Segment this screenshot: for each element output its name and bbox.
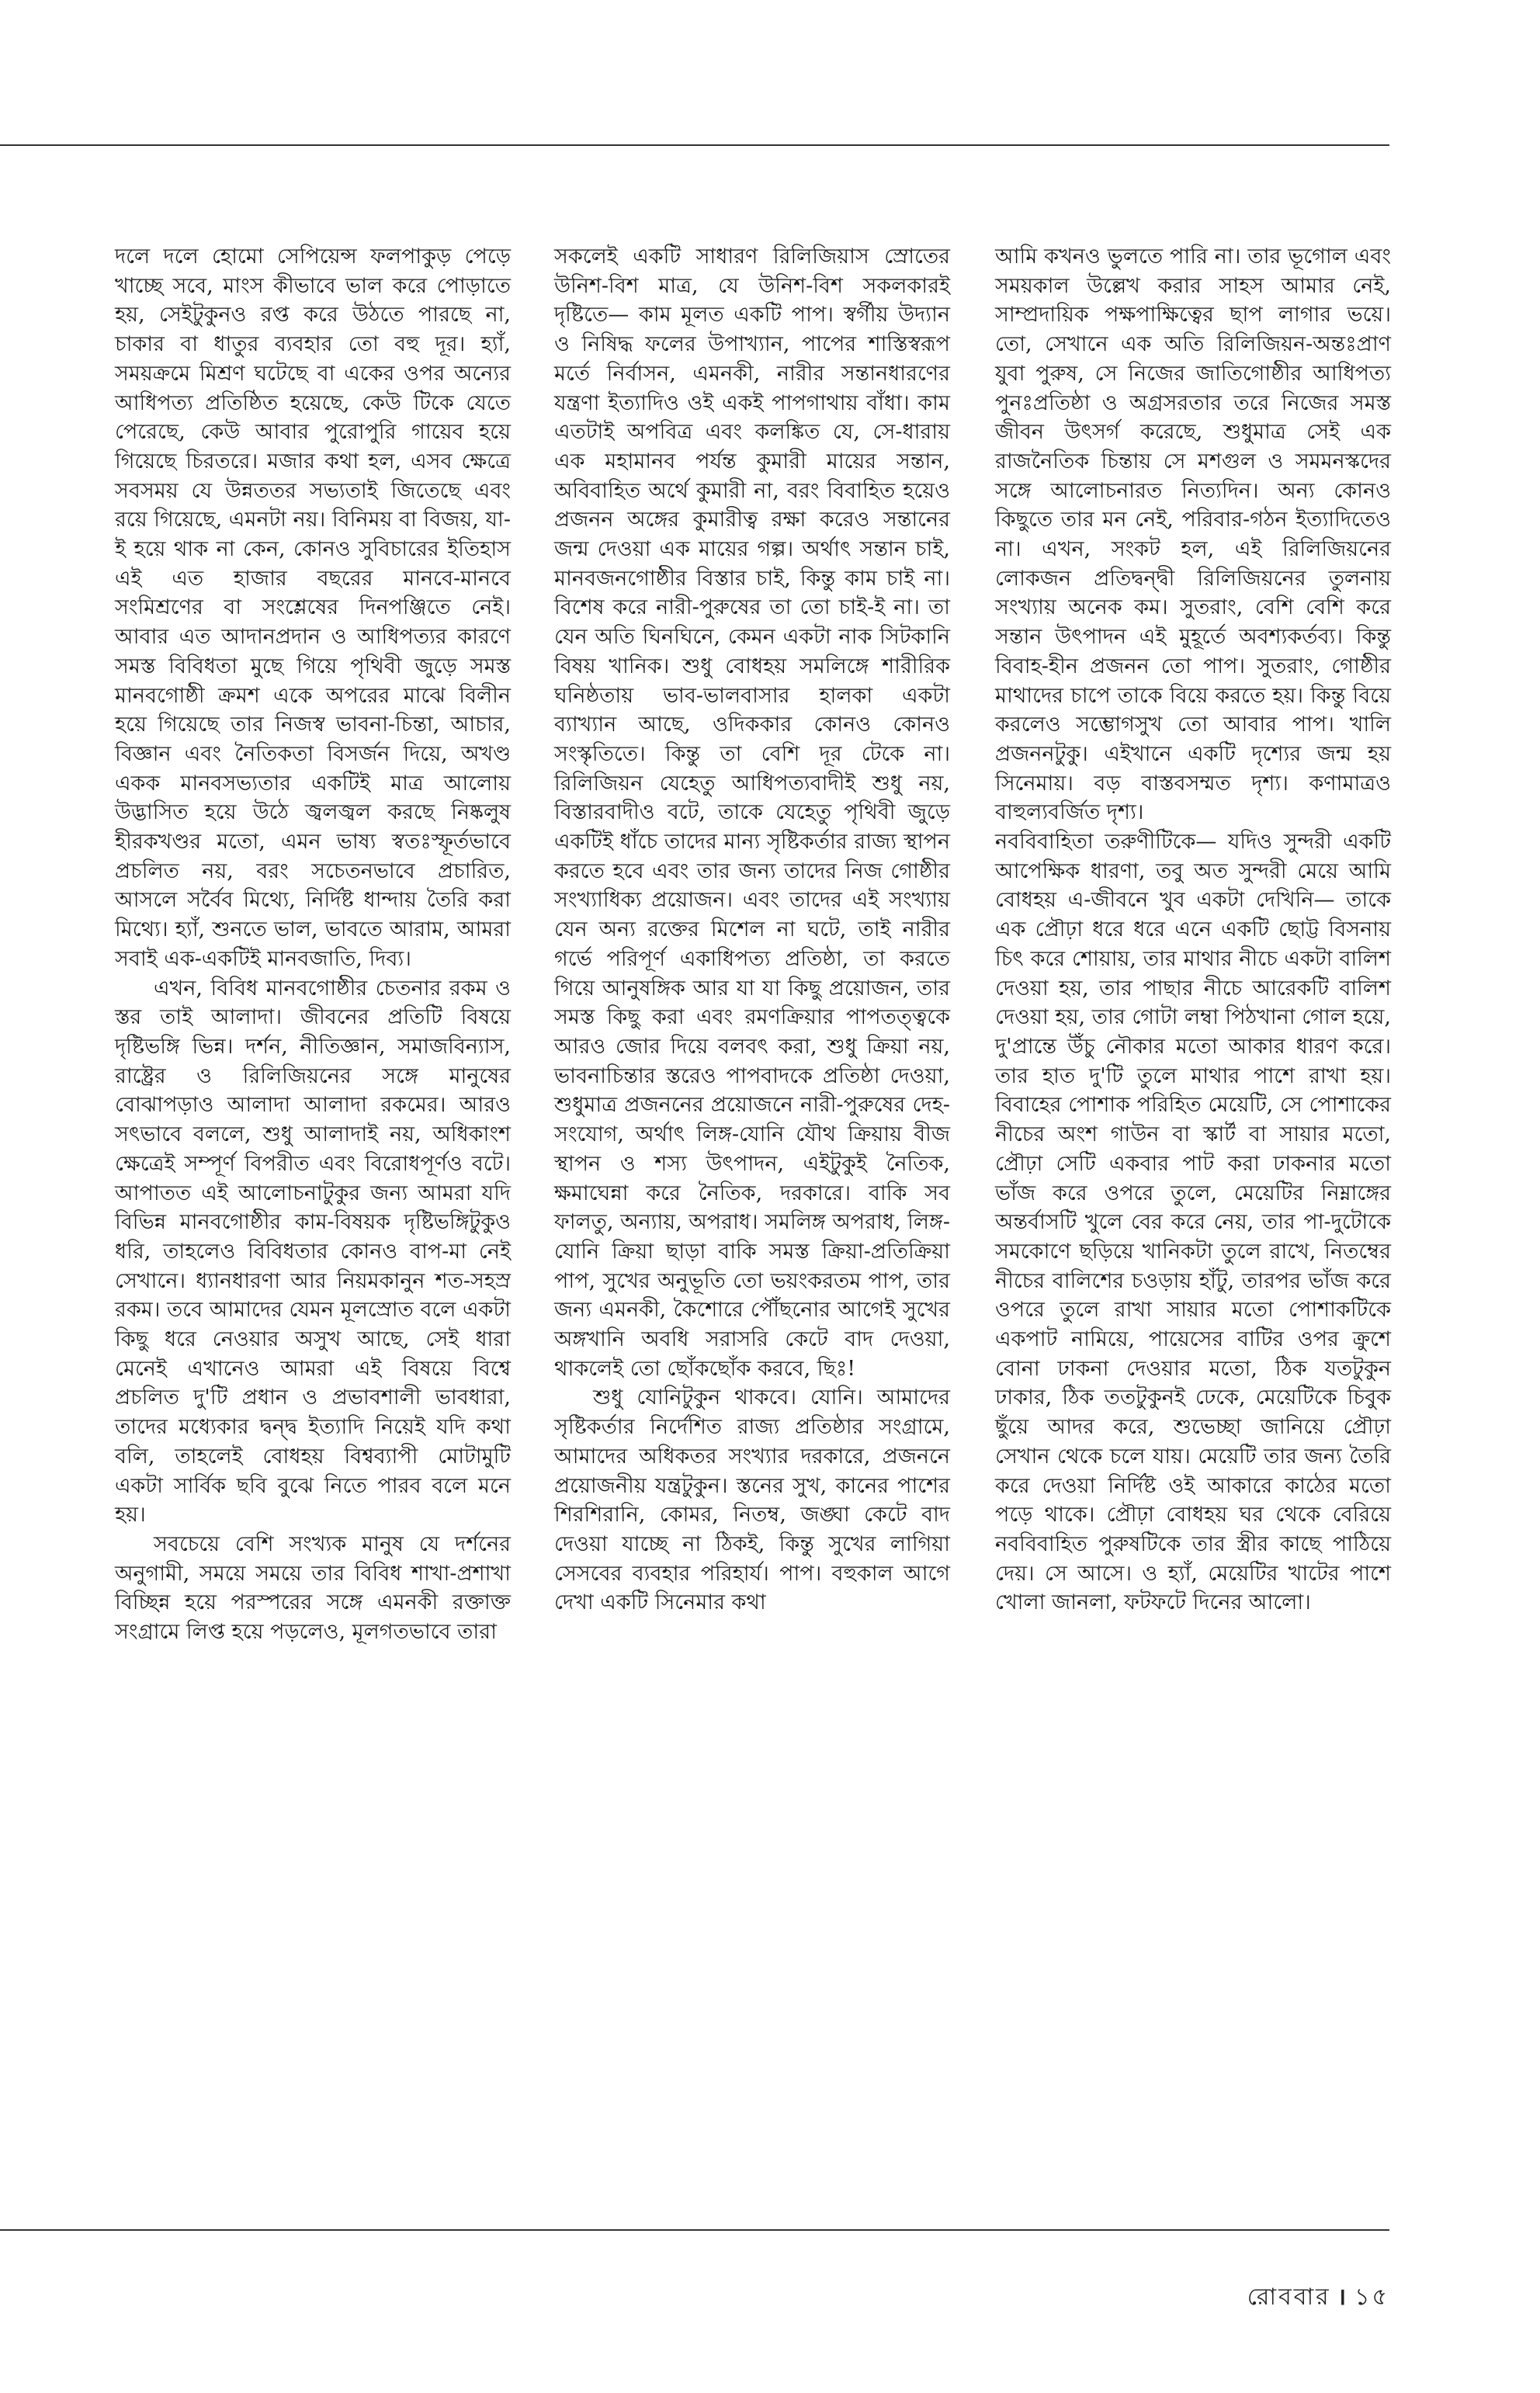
- page-footer: [1247, 2278, 1389, 2318]
- paragraph: আমি কখনও ভুলতে পারি না। তার ভূগোল এবং সময়কাল উল্লেখ করার সাহস আমার নেই, সাম্প্রদায়িক পক্ষপাক্ষিত্বের ছাপ লাগার ভয়ে। তো, সেখানে এক অতি রিলিজিয়ন-অন্তঃপ্রাণ যুবা পুরুষ, সে নিজের জাতিগোষ্ঠীর আধিপত্য পুনঃপ্রতিষ্ঠা ও অগ্রসরতার তরে নিজের সমস্ত জীবন উৎসর্গ করেছে, শুধুমাত্র সেই এক রাজনৈতিক চিন্তায় সে মশগুল ও সমমনস্কদের সঙ্গে আলোচনারত নিত্যদিন। অন্য কোনও কিছুতে তার মন নেই, পরিবার-গঠন ইত্যাদিতেও না। এখন, সংকট হল, এই রিলিজিয়নের লোকজন প্রতিদ্বন্দ্বী রিলিজিয়নের তুলনায় সংখ্যায় অনেক কম। সুতরাং, বেশি বেশি করে সন্তান উৎপাদন এই মুহূর্তে অবশ্যকর্তব্য। কিন্তু বিবাহ-হীন প্রজনন তো পাপ। সুতরাং, গোষ্ঠীর মাথাদের চাপে তাকে বিয়ে করতে হয়। কিন্তু বিয়ে করলেও সম্ভোগসুখ তো আবার পাপ। খালি প্রজননটুকু। এইখানে একটি দৃশ্যের জন্ম হয় সিনেমায়। বড় বাস্তবসম্মত দৃশ্য। কণামাত্রও বাহুল্যবর্জিত দৃশ্য।: [995, 245, 1391, 825]
- bottom-rule: [0, 2229, 1389, 2231]
- text-column-3: [995, 242, 1391, 1618]
- paragraph: নববিবাহিতা তরুণীটিকে— যদিও সুন্দরী একটি আপেক্ষিক ধারণা, তবু অত সুন্দরী মেয়ে আমি বোধহয় এ-জীবনে খুব একটা দেখিনি— তাকে এক প্রৌঢ়া ধরে ধরে এনে একটি ছোট্ট বিসনায় চিৎ করে শোয়ায়, তার মাথার নীচে একটা বালিশ দেওয়া হয়, তার পাছার নীচে আরেকটি বালিশ দেওয়া হয়, তার গোটা লম্বা পিঠখানা গোল হয়ে, দু'প্রান্তে উঁচু নৌকার মতো আকার ধারণ করে। তার হাত দু'টি তুলে মাথার পাশে রাখা হয়। বিবাহের পোশাক পরিহিত মেয়েটি, সে পোশাকের নীচের অংশ গাউন বা স্কার্ট বা সায়ার মতো, প্রৌঢ়া সেটি একবার পাট করা ঢাকনার মতো ভাঁজ করে ওপরে তুলে, মেয়েটির নিম্নাঙ্গের অন্তর্বাসটি খুলে বের করে নেয়, তার পা-দুটোকে সমকোণে ছড়িয়ে খানিকটা তুলে রাখে, নিতম্বের নীচের বালিশের চওড়ায় হাঁটু, তারপর ভাঁজ করে ওপরে তুলে রাখা সায়ার মতো পোশাকটিকে একপাট নামিয়ে, পায়েসের বাটির ওপর ক্রুশে বোনা ঢাকনা দেওয়ার মতো, ঠিক যতটুকুন ঢাকার, ঠিক ততটুকুনই ঢেকে, মেয়েটিকে চিবুক ছুঁয়ে আদর করে, শুভেচ্ছা জানিয়ে প্রৌঢ়া সেখান থেকে চলে যায়। মেয়েটি তার জন্য তৈরি করে দেওয়া নির্দিষ্ট ওই আকারে কাঠের মতো পড়ে থাকে। প্রৌঢ়া বোধহয় ঘর থেকে বেরিয়ে নববিবাহিত পুরুষটিকে তার স্ত্রীর কাছে পাঠিয়ে দেয়। সে আসে। ও হ্যাঁ, মেয়েটির খাটের পাশে খোলা জানলা, ফটফটে দিনের আলো।: [995, 830, 1391, 1615]
- text-column-2: [554, 242, 950, 1618]
- paragraph: শুধু যোনিটুকুন থাকবে। যোনি। আমাদের সৃষ্টিকর্তার নির্দেশিত রাজ্য প্রতিষ্ঠার সংগ্রামে, আমাদের অধিকতর সংখ্যার দরকারে, প্রজননে প্রয়োজনীয় যন্ত্রটুকুন। স্তনের সুখ, কানের পাশের শিরশিরানি, কোমর, নিতম্ব, জঙ্ঘা কেটে বাদ দেওয়া যাচ্ছে না ঠিকই, কিন্তু সুখের লাগিয়া সেসবের ব্যবহার পরিহার্য। পাপ। বহুকাল আগে দেখা একটি সিনেমার কথা: [554, 1386, 950, 1615]
- paragraph: সবচেয়ে বেশি সংখ্যক মানুষ যে দর্শনের অনুগামী, সময়ে সময়ে তার বিবিধ শাখা-প্রশাখা বিচ্ছিন্ন হয়ে পরস্পরের সঙ্গে এমনকী রক্তাক্ত সংগ্রামে লিপ্ত হয়ে পড়লেও, মূলগতভাবে তারা: [115, 1531, 511, 1645]
- paragraph: এখন, বিবিধ মানবগোষ্ঠীর চেতনার রকম ও স্তর তাই আলাদা। জীবনের প্রতিটি বিষয়ে দৃষ্টিভঙ্গি ভিন্ন। দর্শন, নীতিজ্ঞান, সমাজবিন্যাস, রাষ্ট্রের ও রিলিজিয়নের সঙ্গে মানুষের বোঝাপড়াও আলাদা আলাদা রকমের। আরও সৎভাবে বললে, শুধু আলাদাই নয়, অধিকাংশ ক্ষেত্রেই সম্পূর্ণ বিপরীত এবং বিরোধপূর্ণও বটে। আপাতত এই আলোচনাটুকুর জন্য আমরা যদি বিভিন্ন মানবগোষ্ঠীর কাম-বিষয়ক দৃষ্টিভঙ্গিটুকুও ধরি, তাহলেও বিবিধতার কোনও বাপ-মা নেই সেখানে। ধ্যানধারণা আর নিয়মকানুন শত-সহস্র রকম। তবে আমাদের যেমন মূলস্রোত বলে একটা কিছু ধরে নেওয়ার অসুখ আছে, সেই ধারা মেনেই এখানেও আমরা এই বিষয়ে বিশ্বে প্রচলিত দু'টি প্রধান ও প্রভাবশালী ভাবধারা, তাদের মধ্যেকার দ্বন্দ্ব ইত্যাদি নিয়েই যদি কথা বলি, তাহলেই বোধহয় বিশ্বব্যাপী মোটামুটি একটা সার্বিক ছবি বুঝে নিতে পারব বলে মনে হয়।: [115, 976, 511, 1528]
- text-column-1: [115, 242, 511, 1647]
- top-rule: [0, 144, 1389, 146]
- footer-separator: ।: [1337, 2284, 1349, 2311]
- paragraph: সকলেই একটি সাধারণ রিলিজিয়াস স্রোতের উনিশ-বিশ মাত্র, যে উনিশ-বিশ সকলকারই দৃষ্টিতে— কাম মূলত একটি পাপ। স্বর্গীয় উদ্যান ও নিষিদ্ধ ফলের উপাখ্যান, পাপের শাস্তিস্বরূপ মর্তে নির্বাসন, এমনকী, নারীর সন্তানধারণের যন্ত্রণা ইত্যাদিও ওই একই পাপগাথায় বাঁধা। কাম এতটাই অপবিত্র এবং কলঙ্কিত যে, সে-ধারায় এক মহামানব পর্যন্ত কুমারী মায়ের সন্তান, অবিবাহিত অর্থে কুমারী না, বরং বিবাহিত হয়েও প্রজনন অঙ্গের কুমারীত্ব রক্ষা করেও সন্তানের জন্ম দেওয়া এক মায়ের গল্প। অর্থাৎ সন্তান চাই, মানবজনগোষ্ঠীর বিস্তার চাই, কিন্তু কাম চাই না। বিশেষ করে নারী-পুরুষের তা তো চাই-ই না। তা যেন অতি ঘিনঘিনে, কেমন একটা নাক সিটকানি বিষয় খানিক। শুধু বোধহয় সমলিঙ্গে শারীরিক ঘনিষ্ঠতায় ভাব-ভালবাসার হালকা একটা ব্যাখ্যান আছে, ওদিককার কোনও কোনও সংস্কৃতিতে। কিন্তু তা বেশি দূর টেকে না। রিলিজিয়ন যেহেতু আধিপত্যবাদীই শুধু নয়, বিস্তারবাদীও বটে, তাকে যেহেতু পৃথিবী জুড়ে একটিই ধাঁচে তাদের মান্য সৃষ্টিকর্তার রাজ্য স্থাপন করতে হবে এবং তার জন্য তাদের নিজ গোষ্ঠীর সংখ্যাধিক্য প্রয়োজন। এবং তাদের এই সংখ্যায় যেন অন্য রক্তের মিশেল না ঘটে, তাই নারীর গর্ভে পরিপূর্ণ একাধিপত্য প্রতিষ্ঠা, তা করতে গিয়ে আনুষঙ্গিক আর যা যা কিছু প্রয়োজন, তার সমস্ত কিছু করা এবং রমণক্রিয়ার পাপতত্ত্বকে আরও জোর দিয়ে বলবৎ করা, শুধু ক্রিয়া নয়, ভাবনাচিন্তার স্তরেও পাপবাদকে প্রতিষ্ঠা দেওয়া, শুধুমাত্র প্রজননের প্রয়োজনে নারী-পুরুষের দেহ-সংযোগ, অর্থাৎ লিঙ্গ-যোনি যৌথ ক্রিয়ায় বীজ স্থাপন ও শস্য উৎপাদন, এইটুকুই নৈতিক, ক্ষমাঘেন্না করে নৈতিক, দরকারে। বাকি সব ফালতু, অন্যায়, অপরাধ। সমলিঙ্গ অপরাধ, লিঙ্গ-যোনি ক্রিয়া ছাড়া বাকি সমস্ত ক্রিয়া-প্রতিক্রিয়া পাপ, সুখের অনুভূতি তো ভয়ংকরতম পাপ, তার জন্য এমনকী, কৈশোরে পৌঁছনোর আগেই সুখের অঙ্গখানি অবধি সরাসরি কেটে বাদ দেওয়া, থাকলেই তো ছোঁকছোঁক করবে, ছিঃ!: [554, 245, 950, 1381]
- page-number: ১৫: [1354, 2284, 1389, 2311]
- paragraph: দলে দলে হোমো সেপিয়েন্স ফলপাকুড় পেড়ে খাচ্ছে সবে, মাংস কীভাবে ভাল করে পোড়াতে হয়, সেইটুকুনও রপ্ত করে উঠতে পারছে না, চাকার বা ধাতুর ব্যবহার তো বহু দূর। হ্যাঁ, সময়ক্রমে মিশ্রণ ঘটেছে বা একের ওপর অন্যের আধিপত্য প্রতিষ্ঠিত হয়েছে, কেউ টিকে যেতে পেরেছে, কেউ আবার পুরোপুরি গায়েব হয়ে গিয়েছে চিরতরে। মজার কথা হল, এসব ক্ষেত্রে সবসময় যে উন্নততর সভ্যতাই জিতেছে এবং রয়ে গিয়েছে, এমনটা নয়। বিনিময় বা বিজয়, যা-ই হয়ে থাক না কেন, কোনও সুবিচারের ইতিহাস এই এত হাজার বছরের মানবে-মানবে সংমিশ্রণের বা সংশ্লেষের দিনপঞ্জিতে নেই। আবার এত আদানপ্রদান ও আধিপত্যর কারণে সমস্ত বিবিধতা মুছে গিয়ে পৃথিবী জুড়ে সমস্ত মানবগোষ্ঠী ক্রমশ একে অপরের মাঝে বিলীন হয়ে গিয়েছে তার নিজস্ব ভাবনা-চিন্তা, আচার, বিজ্ঞান এবং নৈতিকতা বিসর্জন দিয়ে, অখণ্ড একক মানবসভ্যতার একটিই মাত্র আলোয় উদ্ভাসিত হয়ে উঠে জ্বলজ্বল করছে নিষ্কলুষ হীরকখণ্ডর মতো, এমন ভাষ্য স্বতঃস্ফূর্তভাবে প্রচলিত নয়, বরং সচেতনভাবে প্রচারিত, আসলে সর্বৈব মিথ্যে, নির্দিষ্ট ধান্দায় তৈরি করা মিথ্যে। হ্যাঁ, শুনতে ভাল, ভাবতে আরাম, আমরা সবাই এক-একটিই মানবজাতি, দিব্য।: [115, 245, 511, 971]
- magazine-name: রোববার: [1247, 2284, 1331, 2311]
